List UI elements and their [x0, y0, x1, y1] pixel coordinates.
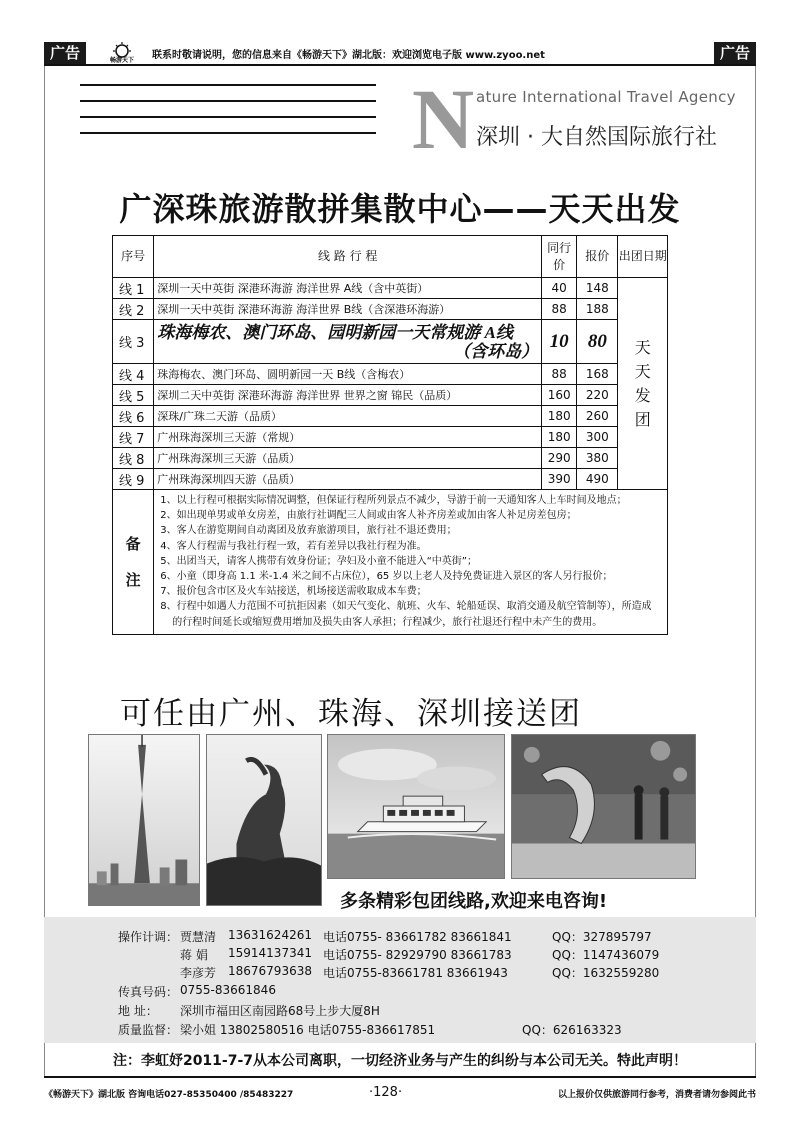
route-quote: 80: [577, 320, 618, 364]
note-item: 4、客人行程需与我社行程一致，若有差异以我社行程为准。: [160, 540, 427, 552]
page-number: ·128·: [369, 1085, 403, 1100]
route-quote: 148: [577, 278, 618, 299]
route-name-featured: [154, 320, 542, 364]
route-no: 线 5: [113, 385, 154, 406]
table-row: [113, 427, 668, 448]
photo-canton-tower: [88, 734, 200, 906]
contact-name: 贾慧清: [180, 930, 217, 944]
quality-label: 质量监督：: [118, 1023, 179, 1037]
table-row: [113, 278, 668, 299]
route-name-tail: （含环岛）: [453, 341, 539, 361]
route-name: 深珠/广珠二天游（品质）: [154, 406, 542, 427]
route-no: 线 6: [113, 406, 154, 427]
route-peer-price: 88: [542, 299, 577, 320]
route-peer-price: 88: [542, 364, 577, 385]
note-item: 1、以上行程可根据实际情况调整，但保证行程所列景点不减少，导游于前一天通知客人上车时间及地点；: [160, 495, 627, 506]
bottom-divider: [44, 1076, 756, 1078]
photo-cruise-boat: [327, 734, 505, 879]
route-quote: 188: [577, 299, 618, 320]
agency-name-en: ature International Travel Agency: [476, 88, 736, 106]
route-name: 珠海梅农、澳门环岛、圆明新园一天 B线（含梅农）: [154, 364, 542, 385]
col-header-route: 线 路 行 程: [154, 236, 542, 278]
route-no: 线 8: [113, 448, 154, 469]
magazine-logo: [102, 42, 142, 64]
contact-mobile[interactable]: 15914137341: [228, 946, 312, 960]
route-name: 深圳二天中英街 深港环海游 海洋世界 世界之窗 锦民（品质）: [154, 385, 542, 406]
contact-notice: 联系时敬请说明，您的信息来自《畅游天下》湖北版：欢迎浏览电子版 www.zyoo.net: [152, 50, 545, 61]
ops-label: 操作计调：: [118, 930, 179, 944]
route-peer-price: 160: [542, 385, 577, 406]
note-item: 2、如出现单男或单女房差，由旅行社调配三人间或由客人补齐房差或加由客人补足房差包房；: [160, 510, 577, 522]
contact-mobile[interactable]: 13631624261: [228, 928, 312, 942]
route-peer-price: 390: [542, 469, 577, 490]
fax-number: 0755-83661846: [180, 983, 276, 997]
top-banner: [44, 42, 756, 66]
route-no: 线 1: [113, 278, 154, 299]
contact-mobile[interactable]: 18676793638: [228, 964, 312, 978]
route-name: 广州珠海深圳三天游（品质）: [154, 448, 542, 469]
quality-contact: 梁小姐 13802580516 电话0755-836617851: [180, 1023, 436, 1037]
col-header-peer-price: 同行价: [542, 236, 577, 278]
departure-schedule: [618, 278, 668, 490]
route-no: 线 9: [113, 469, 154, 490]
route-name: 广州珠海深圳四天游（品质）: [154, 469, 542, 490]
contact-qq: QQ：327895797: [552, 930, 652, 944]
ad-tag-left: 广告: [44, 42, 86, 64]
pickup-headline: 可任由广州、珠海、深圳接送团: [120, 696, 582, 732]
contact-tel[interactable]: 电话0755- 83661782 83661841: [323, 930, 512, 944]
table-header-row: [113, 236, 668, 278]
contact-tel[interactable]: 电话0755- 82929790 83661783: [323, 948, 512, 962]
table-row: [113, 406, 668, 427]
route-quote: 300: [577, 427, 618, 448]
departure-text: 天天发团: [634, 337, 651, 429]
contact-name: 蒋 娟: [180, 948, 208, 962]
note-item: 7、报价包含市区及火车站接送，机场接送需收取成本车费；: [160, 586, 427, 598]
col-header-no: 序号: [113, 236, 154, 278]
contact-tel[interactable]: 电话0755-83661781 83661943: [323, 966, 508, 980]
note-item: 5、出团当天，请客人携带有效身份证；孕妇及小童不能进入“中英街”；: [160, 555, 477, 567]
notes-row: [113, 490, 668, 635]
route-name-main: 珠海梅农、澳门环岛、园明新园一天常规游 A线: [157, 322, 513, 342]
contact-qq: QQ：1632559280: [552, 966, 660, 980]
route-name: 深圳一天中英街 深港环海游 海洋世界 A线（含中英街）: [154, 278, 542, 299]
contact-name: 李彦芳: [180, 966, 217, 980]
fax-label: 传真号码：: [118, 985, 179, 999]
page-footer: [44, 1085, 756, 1101]
table-row: [113, 469, 668, 490]
route-no: 线 3: [113, 320, 154, 364]
route-peer-price: 40: [542, 278, 577, 299]
resignation-notice: 注：李虹妤2011-7-7从本公司离职，一切经济业务与产生的纠纷与本公司无关。特此声明！: [112, 1053, 688, 1069]
notes-label: 备注: [113, 490, 154, 635]
note-item: 3、客人在游览期间自动离团及放弃旅游项目，旅行社不退还费用；: [160, 525, 457, 537]
route-quote: 380: [577, 448, 618, 469]
quality-qq: QQ：626163323: [522, 1023, 622, 1037]
address-value: 深圳市福田区南园路68号上步大厦8H: [180, 1004, 380, 1018]
route-no: 线 2: [113, 299, 154, 320]
col-header-departure: 出团日期: [618, 236, 668, 278]
route-peer-price: 290: [542, 448, 577, 469]
route-peer-price: 10: [542, 320, 577, 364]
route-quote: 260: [577, 406, 618, 427]
tagline: 多条精彩包团线路,欢迎来电咨询!: [340, 891, 608, 912]
contact-qq: QQ：1147436079: [552, 948, 660, 962]
route-quote: 220: [577, 385, 618, 406]
route-name: 深圳一天中英街 深港环海游 海洋世界 B线（含深港环海游）: [154, 299, 542, 320]
notes-list: [154, 490, 668, 635]
table-row: [113, 448, 668, 469]
route-peer-price: 180: [542, 427, 577, 448]
photo-dolphin-show: [511, 734, 696, 879]
note-item: 6、小童（即身高 1.1 米-1.4 米之间不占床位），65 岁以上老人及持免费证进入景区的客人另行报价；: [160, 571, 613, 583]
route-quote: 168: [577, 364, 618, 385]
contact-panel: [44, 917, 756, 1043]
route-no: 线 7: [113, 427, 154, 448]
agency-logo-letter: N: [412, 71, 475, 167]
table-row: [113, 299, 668, 320]
address-label: 地 址：: [118, 1004, 158, 1018]
col-header-quote: 报价: [577, 236, 618, 278]
route-peer-price: 180: [542, 406, 577, 427]
footer-hotline: 《畅游天下》湖北版 咨询电话027-85350400 /85483227: [44, 1090, 294, 1100]
note-item: 8、行程中如遇人力范围不可抗拒因素（如天气变化、航班、火车、轮船延误、取消交通及航空管制等），所造成的行程时间延长或缩短费用增加及损失由客人承担；行程减少，旅行社退还行程中未产生的费用。: [160, 601, 652, 628]
route-quote: 490: [577, 469, 618, 490]
photo-five-rams-statue: [206, 734, 322, 906]
route-name: 广州珠海深圳三天游（常规）: [154, 427, 542, 448]
footer-disclaimer: 以上报价仅供旅游同行参考，消费者请勿参阅此书: [557, 1090, 756, 1100]
route-no: 线 4: [113, 364, 154, 385]
ad-tag-right: 广告: [714, 42, 756, 64]
table-row-featured: [113, 320, 668, 364]
table-row: [113, 385, 668, 406]
route-table: [112, 235, 668, 635]
agency-name-cn: 深圳 · 大自然国际旅行社: [476, 125, 717, 150]
agency-logo: [412, 71, 736, 167]
blank-lines: [80, 84, 376, 148]
svg-text:畅游天下: 畅游天下: [109, 57, 135, 64]
table-row: [113, 364, 668, 385]
page-title: 广深珠旅游散拼集散中心——天天出发: [119, 190, 681, 228]
